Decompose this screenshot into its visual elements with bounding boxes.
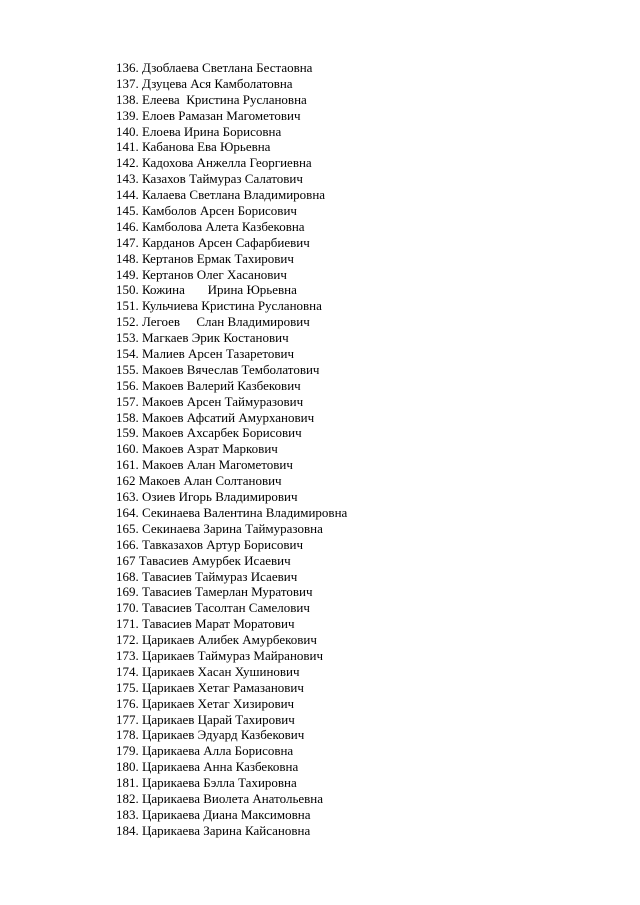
list-item: 155. Макоев Вячеслав Темболатович: [116, 361, 320, 377]
list-item: 141. Кабанова Ева Юрьевна: [116, 139, 271, 155]
list-item: 166. Тавказахов Артур Борисович: [116, 536, 304, 552]
list-item: 157. Макоев Арсен Таймуразович: [116, 393, 304, 409]
list-item: 164. Секинаева Валентина Владимировна: [116, 504, 348, 520]
list-item: 140. Елоева Ирина Борисовна: [116, 123, 282, 139]
list-item: 146. Камболова Алета Казбековна: [116, 218, 305, 234]
list-item: 156. Макоев Валерий Казбекович: [116, 377, 301, 393]
list-item: 169. Тавасиев Тамерлан Муратович: [116, 584, 313, 600]
list-item: 180. Царикаева Анна Казбековна: [116, 759, 299, 775]
list-item: 175. Царикаев Хетаг Рамазанович: [116, 679, 304, 695]
list-item: 172. Царикаев Алибек Амурбекович: [116, 632, 317, 648]
list-item: 148. Кертанов Ермак Тахирович: [116, 250, 294, 266]
list-item: 143. Казахов Таймураз Салатович: [116, 171, 303, 187]
list-item: 138. Елеева Кристина Руслановна: [116, 91, 307, 107]
list-item: 174. Царикаев Хасан Хушинович: [116, 663, 300, 679]
list-item: 139. Елоев Рамазан Магометович: [116, 107, 301, 123]
list-item: 178. Царикаев Эдуард Казбекович: [116, 727, 305, 743]
list-item: 136. Дзоблаева Светлана Бестаовна: [116, 60, 313, 75]
list-item: 183. Царикаева Диана Максимовна: [116, 806, 311, 822]
list-item: 145. Камболов Арсен Борисович: [116, 203, 297, 219]
list-item: 160. Макоев Азрат Маркович: [116, 441, 278, 457]
list-item: 151. Кульчиева Кристина Руслановна: [116, 298, 322, 314]
list-item: 144. Калаева Светлана Владимировна: [116, 187, 326, 203]
list-item: 154. Малиев Арсен Тазаретович: [116, 346, 295, 362]
list-item: 163. Озиев Игорь Владимирович: [116, 489, 298, 505]
list-item: 168. Тавасиев Таймураз Исаевич: [116, 568, 298, 584]
list-item: 182. Царикаева Виолета Анатольевна: [116, 790, 324, 806]
list-item: 171. Тавасиев Марат Моратович: [116, 616, 295, 632]
list-item: 162 Макоев Алан Солтанович: [116, 473, 282, 489]
list-item: 161. Макоев Алан Магометович: [116, 457, 293, 473]
list-item: 159. Макоев Ахсарбек Борисович: [116, 425, 302, 441]
list-item: 137. Дзуцева Ася Камболатовна: [116, 75, 293, 91]
list-item: 165. Секинаева Зарина Таймуразовна: [116, 520, 323, 536]
list-item: 142. Кадохова Анжелла Георгиевна: [116, 155, 312, 171]
name-list: [116, 60, 347, 839]
list-item: 167 Тавасиев Амурбек Исаевич: [116, 552, 291, 568]
list-item: 149. Кертанов Олег Хасанович: [116, 266, 287, 282]
list-item: 147. Карданов Арсен Сафарбиевич: [116, 234, 310, 250]
list-item: 176. Царикаев Хетаг Хизирович: [116, 695, 295, 711]
list-item: 177. Царикаев Царай Тахирович: [116, 711, 295, 727]
list-item: 152. Легоев Слан Владимирович: [116, 314, 310, 330]
list-item: 179. Царикаева Алла Борисовна: [116, 743, 294, 759]
list-item: 170. Тавасиев Тасолтан Самелович: [116, 600, 310, 616]
list-item: 158. Макоев Афсатий Амурханович: [116, 409, 315, 425]
list-item: 153. Магкаев Эрик Костанович: [116, 330, 289, 346]
list-item: 181. Царикаева Бэлла Тахировна: [116, 775, 297, 791]
list-item: 150. Кожина Ирина Юрьевна: [116, 282, 297, 298]
list-item: 184. Царикаева Зарина Кайсановна: [116, 822, 311, 838]
list-item: 173. Царикаев Таймураз Майранович: [116, 647, 324, 663]
